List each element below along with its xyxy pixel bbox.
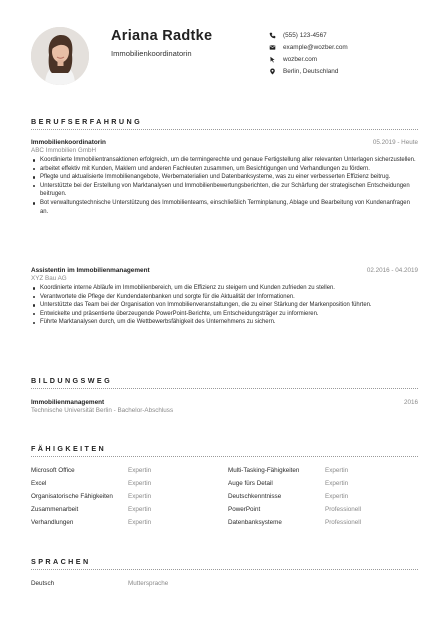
skill-name: Microsoft Office [31, 467, 75, 474]
languages-heading: SPRACHEN [31, 557, 91, 566]
location-icon [268, 68, 276, 76]
contact-website [268, 53, 348, 65]
job-bullet: Unterstützte das Team bei der Organisation von Immobilienveranstaltungen, die zu einer Stärkung der Markenposition führten. [40, 301, 418, 310]
experience-divider [31, 129, 418, 130]
job-company: ABC Immobilien GmbH [31, 147, 97, 154]
education-year: 2016 [403, 399, 418, 406]
candidate-name: Ariana Radtke [111, 28, 213, 44]
skill-name: Verhandlungen [31, 519, 74, 526]
skill-level: Expertin [325, 467, 349, 474]
education-degree: Immobilienmanagement [31, 399, 105, 406]
skill-level: Professionell [325, 519, 362, 526]
job-bullet: Verantwortete die Pflege der Kundendatenbanken und sorgte für die Aktualität der Informationen. [40, 293, 418, 302]
contact-website-text[interactable]: wozber.com [283, 55, 318, 63]
experience-heading: BERUFSERFAHRUNG [31, 117, 143, 126]
contact-email [268, 41, 348, 53]
contact-email-text[interactable]: example@wozber.com [283, 43, 348, 51]
skill-name: Organisatorische Fähigkeiten [31, 493, 113, 500]
skill-level: Expertin [128, 480, 152, 487]
job-dates: 02.2016 - 04.2019 [366, 267, 418, 274]
skill-name: Deutschkenntnisse [228, 493, 282, 500]
phone-icon [268, 31, 276, 39]
email-icon [268, 43, 276, 51]
education-school: Technische Universität Berlin - Bachelor-Abschluss [31, 407, 174, 414]
skill-level: Expertin [128, 506, 152, 513]
contact-location [268, 66, 348, 78]
profile-photo [31, 27, 89, 85]
skills-heading: FÄHIGKEITEN [31, 444, 107, 453]
skill-name: Zusammenarbeit [31, 506, 79, 513]
contact-phone-text: (555) 123-4567 [283, 31, 327, 39]
skill-level: Expertin [325, 493, 349, 500]
job-bullets [31, 284, 418, 327]
job-dates: 05.2019 - Heute [372, 139, 418, 146]
education-divider [31, 388, 418, 389]
job-bullet: Koordinierte Immobilientransaktionen erfolgreich, um die termingerechte und genaue Fertigstellung aller relevanten Unterlagen sicherzustellen. [40, 156, 418, 165]
candidate-title: Immobilienkoordinatorin [111, 49, 192, 58]
skill-name: Auge fürs Detail [228, 480, 273, 487]
job-bullet: arbeitet effektiv mit Kunden, Maklern und anderen Fachleuten zusammen, um Besichtigungen und Verhandlungen zu fördern. [40, 165, 418, 174]
skill-name: Datenbanksysteme [228, 519, 282, 526]
skill-level: Expertin [325, 480, 349, 487]
skill-level: Expertin [128, 519, 152, 526]
languages-divider [31, 569, 418, 570]
job-bullet: Führte Marktanalysen durch, um die Wettbewerbsfähigkeit des Unternehmens zu sichern. [40, 318, 418, 327]
job-bullets [31, 156, 418, 216]
link-icon [268, 55, 276, 63]
job-bullet: Pflegte und aktualisierte Immobilienangebote, Werbematerialien und Datenbanksysteme, was zu einer verbesserten Effizienz beitrug. [40, 173, 418, 182]
education-heading: BILDUNGSWEG [31, 376, 113, 385]
education-entry [31, 399, 418, 414]
skill-level: Expertin [128, 493, 152, 500]
skill-name: PowerPoint [228, 506, 261, 513]
job-entry [31, 139, 418, 216]
skill-level: Professionell [325, 506, 362, 513]
contact-phone [268, 29, 348, 41]
language-name: Deutsch [31, 580, 55, 587]
skill-name: Excel [31, 480, 47, 487]
language-level: Muttersprache [128, 580, 169, 587]
skill-name: Multi-Tasking-Fähigkeiten [228, 467, 300, 474]
skill-level: Expertin [128, 467, 152, 474]
contact-list [268, 29, 348, 78]
contact-location-text: Berlin, Deutschland [283, 68, 339, 76]
job-bullet: Bot verwaltungstechnische Unterstützung des Immobilienteams, einschließlich Terminplanung, Ablage und Bearbeitung von Kundenanfragen an. [40, 199, 418, 216]
job-entry [31, 267, 418, 327]
job-bullet: Unterstützte bei der Erstellung von Marktanalysen und Immobilienbewertungsberichten, die zur Schärfung der strategischen Entscheidungen beitrugen. [40, 182, 418, 199]
job-bullet: Koordinierte interne Abläufe im Immobilienbereich, um die Effizienz zu steigern und Kunden zufrieden zu stellen. [40, 284, 418, 293]
job-bullet: Entwickelte und präsentierte überzeugende PowerPoint-Berichte, um Entscheidungsträger zu informieren. [40, 310, 418, 319]
job-title: Assistentin im Immobilienmanagement [31, 267, 150, 274]
avatar [31, 27, 89, 85]
skills-divider [31, 456, 418, 457]
job-title: Immobilienkoordinatorin [31, 139, 106, 146]
job-company: XYZ Bau AG [31, 275, 67, 282]
